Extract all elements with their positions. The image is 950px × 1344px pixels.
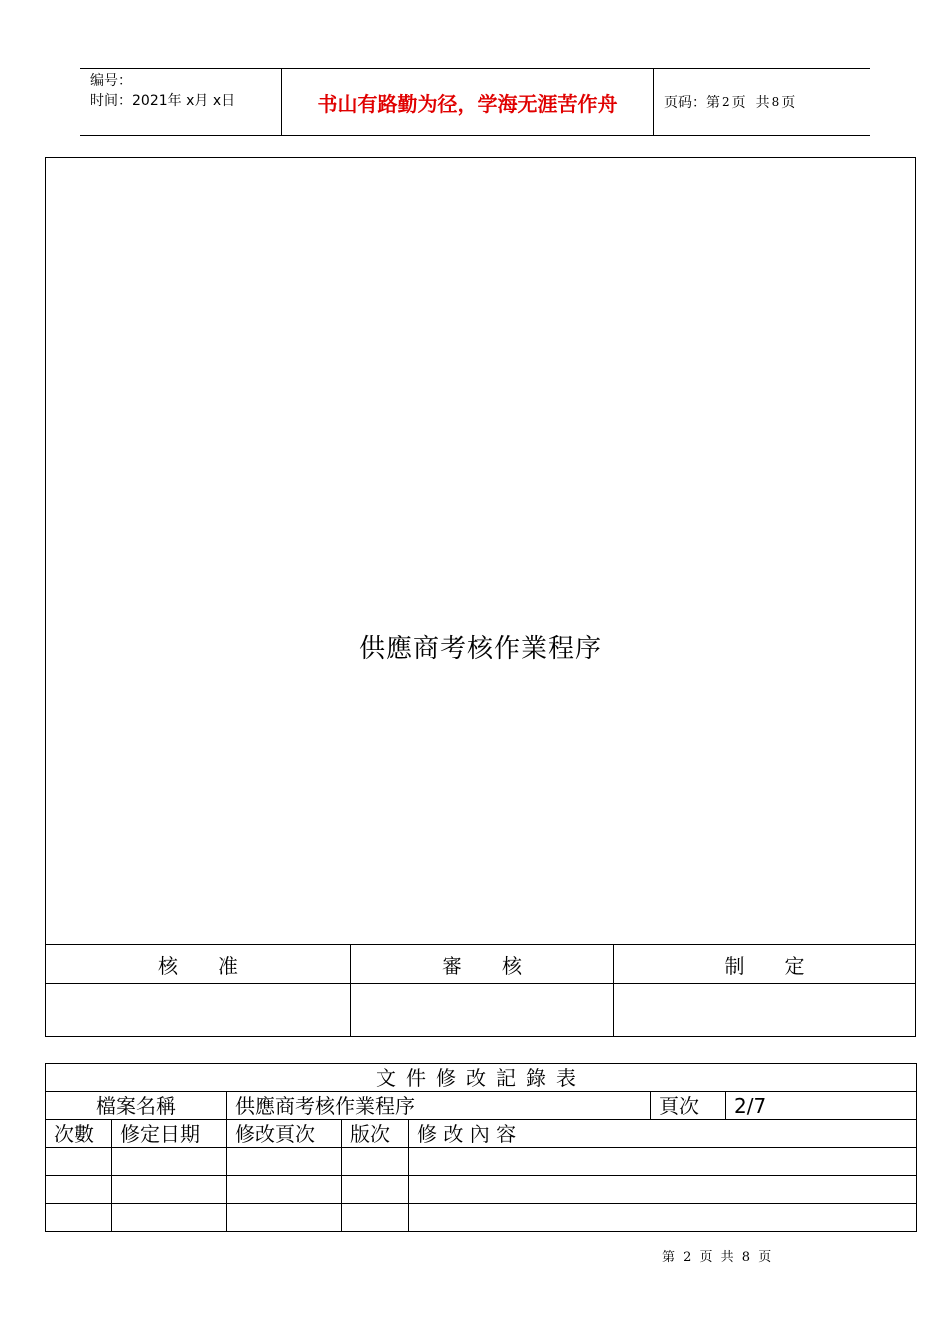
cell-content xyxy=(409,1148,917,1176)
approve-signature-cell xyxy=(46,984,351,1036)
cell-pages xyxy=(227,1204,342,1232)
page-total: 8 xyxy=(771,95,780,109)
col-header-count: 次數 xyxy=(46,1120,112,1148)
file-name-value: 供應商考核作業程序 xyxy=(227,1092,651,1120)
header-motto: 书山有路勤为径，学海无涯苦作舟 xyxy=(281,69,654,135)
page-total-prefix: 共 xyxy=(755,95,770,111)
cell-date xyxy=(112,1204,227,1232)
time-day: x xyxy=(212,93,222,109)
cell-version xyxy=(342,1176,409,1204)
prepare-signature-cell xyxy=(614,984,915,1036)
table-row xyxy=(46,1176,917,1204)
file-info-row xyxy=(46,1092,917,1120)
signature-body-row xyxy=(46,984,915,1036)
time-year-unit: 年 xyxy=(167,93,182,109)
cell-pages xyxy=(227,1176,342,1204)
column-header-row xyxy=(46,1120,917,1148)
table-row xyxy=(46,1148,917,1176)
col-header-version: 版次 xyxy=(342,1120,409,1148)
revision-title-row xyxy=(46,1064,917,1092)
cell-version xyxy=(342,1148,409,1176)
review-label: 審 核 xyxy=(351,945,614,983)
page-header xyxy=(80,68,870,136)
page-count-label: 頁次 xyxy=(651,1092,726,1120)
col-header-pages: 修改頁次 xyxy=(227,1120,342,1148)
header-meta xyxy=(80,69,281,135)
serial-number-label: 编号： xyxy=(90,73,132,89)
time-line xyxy=(90,91,281,111)
time-year: 2021 xyxy=(132,93,168,109)
cell-content xyxy=(409,1204,917,1232)
cell-date xyxy=(112,1176,227,1204)
page-total-unit: 页 xyxy=(781,95,796,111)
cell-pages xyxy=(227,1148,342,1176)
time-month: x xyxy=(186,93,195,109)
time-month-unit: 月 xyxy=(194,93,209,109)
cover-box xyxy=(45,157,916,1037)
prepare-label: 制 定 xyxy=(724,953,805,978)
approve-label: 核 准 xyxy=(46,945,351,983)
cell-count xyxy=(46,1176,112,1204)
table-row xyxy=(46,1204,917,1232)
signature-table xyxy=(46,944,915,1036)
page-label: 页码：第 xyxy=(664,95,720,111)
review-signature-cell xyxy=(351,984,614,1036)
file-name-label: 檔案名稱 xyxy=(46,1092,227,1120)
revision-table-title: 文件修改記錄表 xyxy=(46,1064,917,1092)
cell-content xyxy=(409,1176,917,1204)
time-label: 时间： xyxy=(90,93,132,109)
revision-record-table xyxy=(45,1063,917,1232)
time-day-unit: 日 xyxy=(221,93,236,109)
signature-header-row xyxy=(46,945,915,984)
page-unit: 页 xyxy=(731,95,746,111)
col-header-date: 修定日期 xyxy=(112,1120,227,1148)
page-footer: 第 2 页 共 8 页 xyxy=(662,1250,772,1265)
header-page-number xyxy=(654,69,870,135)
page-current: 2 xyxy=(722,95,730,109)
cell-date xyxy=(112,1148,227,1176)
col-header-content: 修 改 內 容 xyxy=(409,1120,917,1148)
cell-count xyxy=(46,1148,112,1176)
cell-count xyxy=(46,1204,112,1232)
document-title: 供應商考核作業程序 xyxy=(358,634,602,664)
cell-version xyxy=(342,1204,409,1232)
page-count-value: 2/7 xyxy=(726,1092,917,1120)
